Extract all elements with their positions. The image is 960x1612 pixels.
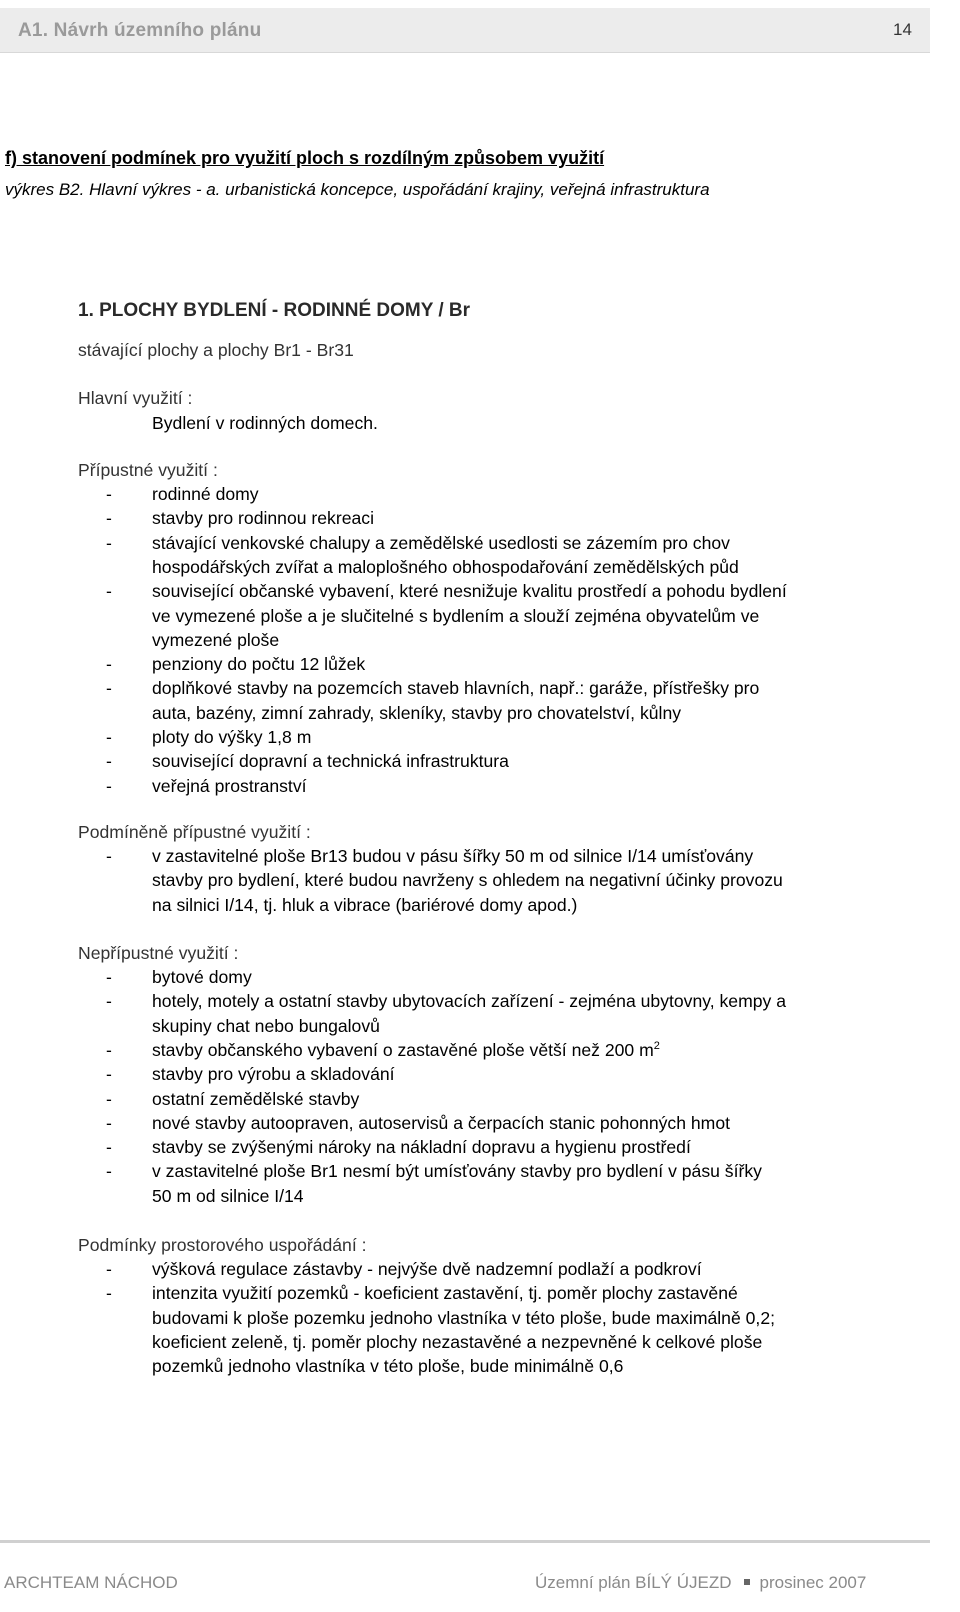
list-dash: - (106, 1112, 112, 1133)
footer-divider (0, 1540, 930, 1543)
list-item-line: penziony do počtu 12 lůžek (152, 654, 366, 675)
list-item-line: výšková regulace zástavby - nejvýše dvě nadzemní podlaží a podkroví (152, 1259, 702, 1279)
footer-plan-info (535, 1573, 866, 1593)
list-dash: - (106, 967, 112, 987)
list-item-line: související dopravní a technická infrastruktura (152, 751, 509, 772)
list-dash: - (106, 484, 112, 504)
superscript: 2 (653, 1040, 660, 1053)
list-dash: - (106, 1137, 112, 1158)
list-item-line: vymezené ploše (152, 629, 280, 650)
list-item-line: veřejná prostranství (152, 775, 307, 796)
list-item-line: související občanské vybavení, které nesnižuje kvalitu prostředí a pohodu bydlení (152, 581, 787, 602)
section-subtitle: výkres B2. Hlavní výkres - a. urbanistická koncepce, uspořádání krajiny, veřejná infrastruktura (5, 180, 710, 199)
list-dash: - (106, 1283, 112, 1304)
list-item-line: skupiny chat nebo bungalovů (152, 1015, 380, 1036)
permitted-label: Přípustné využití : (78, 460, 218, 480)
list-item-line: budovami k ploše pozemku jednoho vlastníka v této ploše, bude maximálně 0,2; (152, 1307, 775, 1328)
forbidden-label: Nepřípustné využití : (78, 943, 239, 963)
list-dash: - (106, 1259, 112, 1279)
list-item-line: bytové domy (152, 967, 252, 987)
areas-text: stávající plochy a plochy Br1 - Br31 (78, 340, 354, 360)
list-item-line: hotely, motely a ostatní stavby ubytovacích zařízení - zejména ubytovny, kempy a (152, 991, 787, 1012)
spatial-label: Podmínky prostorového uspořádání : (78, 1235, 367, 1255)
list-item-line: na silnici I/14, tj. hluk a vibrace (bariérové domy apod.) (152, 894, 578, 915)
list-item-line: v zastavitelné ploše Br13 budou v pásu šířky 50 m od silnice I/14 umísťovány (152, 846, 754, 866)
list-dash: - (106, 508, 112, 529)
list-dash: - (106, 678, 112, 699)
bullet-icon (744, 1579, 750, 1585)
list-item-line: stavby občanského vybavení o zastavěné ploše větší než 200 $m^2$ (152, 1039, 660, 1060)
document-title: A1. Návrh územního plánu (18, 20, 262, 41)
list-item-line: stávající venkovské chalupy a zemědělské usedlosti se zázemím pro chov (152, 532, 730, 553)
list-dash: - (106, 1064, 112, 1085)
list-item-line: ploty do výšky 1,8 m (152, 727, 312, 747)
list-dash: - (106, 991, 112, 1012)
main-use-label: Hlavní využití : (78, 388, 193, 408)
list-dash: - (106, 1039, 112, 1060)
conditional-label: Podmíněně přípustné využití : (78, 822, 311, 842)
page-number: 14 (893, 20, 912, 39)
list-item-line: stavby pro rodinnou rekreaci (152, 508, 374, 529)
list-dash: - (106, 1088, 112, 1109)
main-use-text: Bydlení v rodinných domech. (152, 413, 378, 433)
list-item-line: intenzita využití pozemků - koeficient zastavění, tj. poměr plochy zastavěné (152, 1283, 738, 1304)
list-dash: - (106, 654, 112, 675)
list-item-line: pozemků jednoho vlastníka v této ploše, bude minimálně 0,6 (152, 1356, 624, 1377)
list-dash: - (106, 775, 112, 796)
list-item-line: stavby pro výrobu a skladování (152, 1064, 395, 1085)
list-item-line: stavby se zvýšenými nároky na nákladní dopravu a hygienu prostředí (152, 1137, 691, 1158)
list-dash: - (106, 581, 112, 602)
list-dash: - (106, 1161, 112, 1182)
list-item-line: hospodářských zvířat a maloplošného obhospodařování zemědělských půd (152, 556, 739, 577)
list-item-line: doplňkové stavby na pozemcích staveb hlavních, např.: garáže, přístřešky pro (152, 678, 760, 699)
list-item-line: stavby pro bydlení, které budou navrženy s ohledem na negativní účinky provozu (152, 870, 783, 891)
list-item-line: v zastavitelné ploše Br1 nesmí být umísťovány stavby pro bydlení v pásu šířky (152, 1161, 762, 1182)
list-item-line: nové stavby autoopraven, autoservisů a čerpacích stanic pohonných hmot (152, 1112, 731, 1133)
list-item-line: auta, bazény, zimní zahrady, skleníky, stavby pro chovatelství, kůlny (152, 702, 682, 723)
list-item-line: rodinné domy (152, 484, 259, 504)
list-dash: - (106, 727, 112, 747)
list-item-line: ve vymezené ploše a je slučitelné s bydlením a slouží zejména obyvatelům ve (152, 605, 760, 626)
list-dash: - (106, 532, 112, 553)
main-heading: 1. PLOCHY BYDLENÍ - RODINNÉ DOMY / Br (78, 300, 471, 321)
footer-date: prosinec 2007 (759, 1573, 867, 1592)
footer-plan-name: Územní plán BÍLÝ ÚJEZD (535, 1573, 732, 1592)
list-dash: - (106, 846, 112, 866)
list-dash: - (106, 751, 112, 772)
footer-company: ARCHTEAM NÁCHOD (4, 1573, 178, 1592)
list-item-line: koeficient zeleně, tj. poměr plochy nezastavěné a nezpevněné k celkové ploše (152, 1331, 763, 1352)
list-item-line: ostatní zemědělské stavby (152, 1088, 360, 1109)
list-item-line: 50 m od silnice I/14 (152, 1185, 304, 1206)
section-title: f) stanovení podmínek pro využití ploch s rozdílným způsobem využití (5, 148, 605, 168)
